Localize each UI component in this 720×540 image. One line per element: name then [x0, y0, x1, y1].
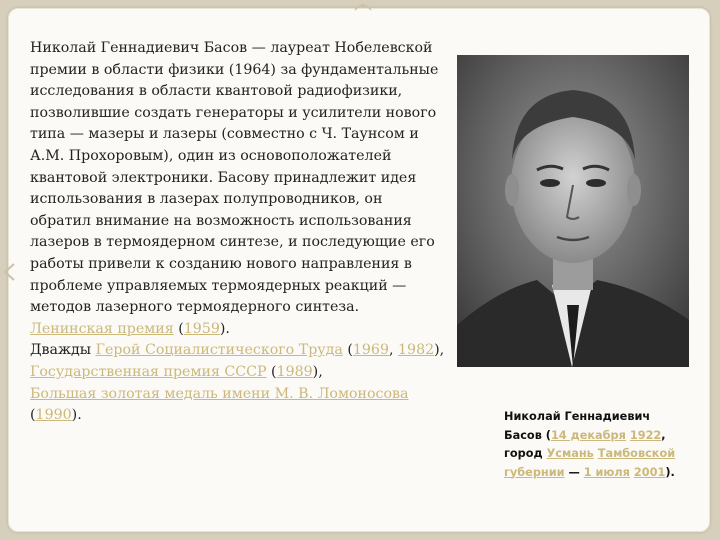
death-date-link[interactable]: 1 июля [583, 465, 630, 479]
biography-text: Николай Геннадиевич Басов — лауреат Нобелевской премии в области физики (1964) за фундаментальные исследования в области квантовой радиофизики, позволившие создать генераторы и усилители нового типа — мазеры и лазеры (совместно с Ч. Таунсом и А.М. Прохоровым), один из основоположателей квантовой электроники. Басову принадлежит идея использования в лазерах полупроводников, он обратил внимание на возможность использования лазеров в термоядерном синтезе, и последующие его работы привели к созданию нового направления в проблеме управляемых термоядерных реакций — методов лазерного термоядерного синтеза. Ленинская премия (1959). Дважды Герой Социалистического Труда (1969, 1982), Государственная премия СССР (1989), Большая золотая медаль имени М. В. Ломоносова (1990). [30, 40, 445, 424]
death-year-link[interactable]: 2001 [633, 465, 666, 479]
birth-year-link[interactable]: 1922 [629, 428, 662, 442]
hero-year1-link[interactable]: 1969 [352, 342, 389, 359]
state-prize-link[interactable]: Государственная премия СССР [30, 363, 267, 380]
city-link[interactable]: Усмань [546, 447, 594, 460]
medal-link[interactable]: Большая золотая медаль имени М. В. Ломоносова [30, 385, 409, 402]
lenin-prize-link[interactable]: Ленинская премия [30, 320, 174, 337]
intro-text: Николай Геннадиевич Басов — лауреат Нобелевской премии в области физики (1964) за фундаментальные исследования в области квантовой радиофизики, позволившие создать генераторы и усилители нового типа — мазеры и лазеры (совместно с Ч. Таунсом и А.М. Прохоровым), один из основоположателей квантовой электроники. Басову принадлежит идея использования в лазерах полупроводников, он обратил внимание на возможность использования лазеров в термоядерном синтезе, и последующие его работы привели к созданию нового направления в проблеме управляемых термоядерных реакций — методов лазерного термоядерного синтеза. [30, 40, 439, 316]
portrait-caption: Николай Геннадиевич Басов (14 декабря 1922, город Усмань Тамбовской губернии — 1 июля 2001). [504, 410, 676, 479]
hero-link[interactable]: Герой Социалистического Труда [95, 342, 343, 359]
medal-year-link[interactable]: 1990 [35, 407, 72, 424]
state-year-link[interactable]: 1989 [276, 363, 313, 380]
birth-date-link[interactable]: 14 декабря [550, 428, 626, 442]
top-ornament-icon [353, 0, 373, 12]
portrait-photo [457, 55, 689, 367]
hero-year2-link[interactable]: 1982 [398, 342, 435, 359]
left-ornament-icon [2, 262, 16, 282]
twice-text: Дважды [30, 342, 96, 359]
lenin-year-link[interactable]: 1959 [183, 320, 220, 337]
region-link[interactable]: Тамбовской губернии [504, 447, 676, 479]
